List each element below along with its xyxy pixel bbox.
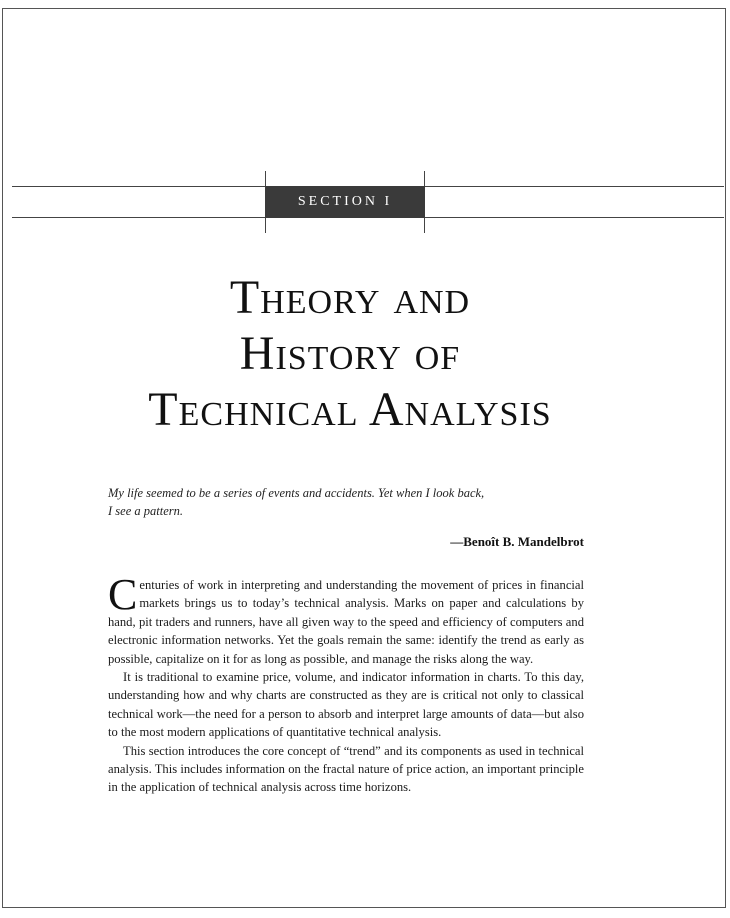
title-line-1: Theory and: [229, 271, 471, 324]
epigraph-line-2: I see a pattern.: [108, 504, 183, 518]
epigraph-line-1: My life seemed to be a series of events and accidents. Yet when I look back,: [108, 486, 485, 500]
epigraph-attribution: —Benoît B. Mandelbrot: [450, 534, 584, 549]
title-line-3: Technical Analysis: [148, 383, 552, 436]
drop-cap: C: [108, 570, 138, 619]
body-text: [108, 570, 584, 797]
section-label: SECTION I: [265, 186, 425, 218]
epigraph-quote: [108, 484, 528, 520]
paragraph-1-text: enturies of work in interpreting and understanding the movement of prices in financial markets brings us to today’s technical analysis. Marks on paper and calculations by hand, pit traders and runners, have all given way to the speed and efficiency of computers and electronic information networks. Yet the goals remain the same: identify the trend as early as possible, capitalize on it for as long as possible, and manage the risks along the way.: [108, 578, 584, 666]
paragraph-2: It is traditional to examine price, volume, and indicator information in charts. To this day, understanding how and why charts are constructed as they are is critical not only to classical technical work—the need for a person to absorb and interpret large amounts of data—but also to the most modern applications of quantitative technical analysis.: [108, 670, 584, 740]
paragraph-1: [108, 570, 584, 668]
paragraph-3: This section introduces the core concept of “trend” and its components as used in technical analysis. This includes information on the fractal nature of price action, an important principle in the application of technical analysis across time horizons.: [108, 743, 584, 795]
page-title: [60, 270, 640, 438]
title-line-2: History of: [239, 327, 461, 380]
